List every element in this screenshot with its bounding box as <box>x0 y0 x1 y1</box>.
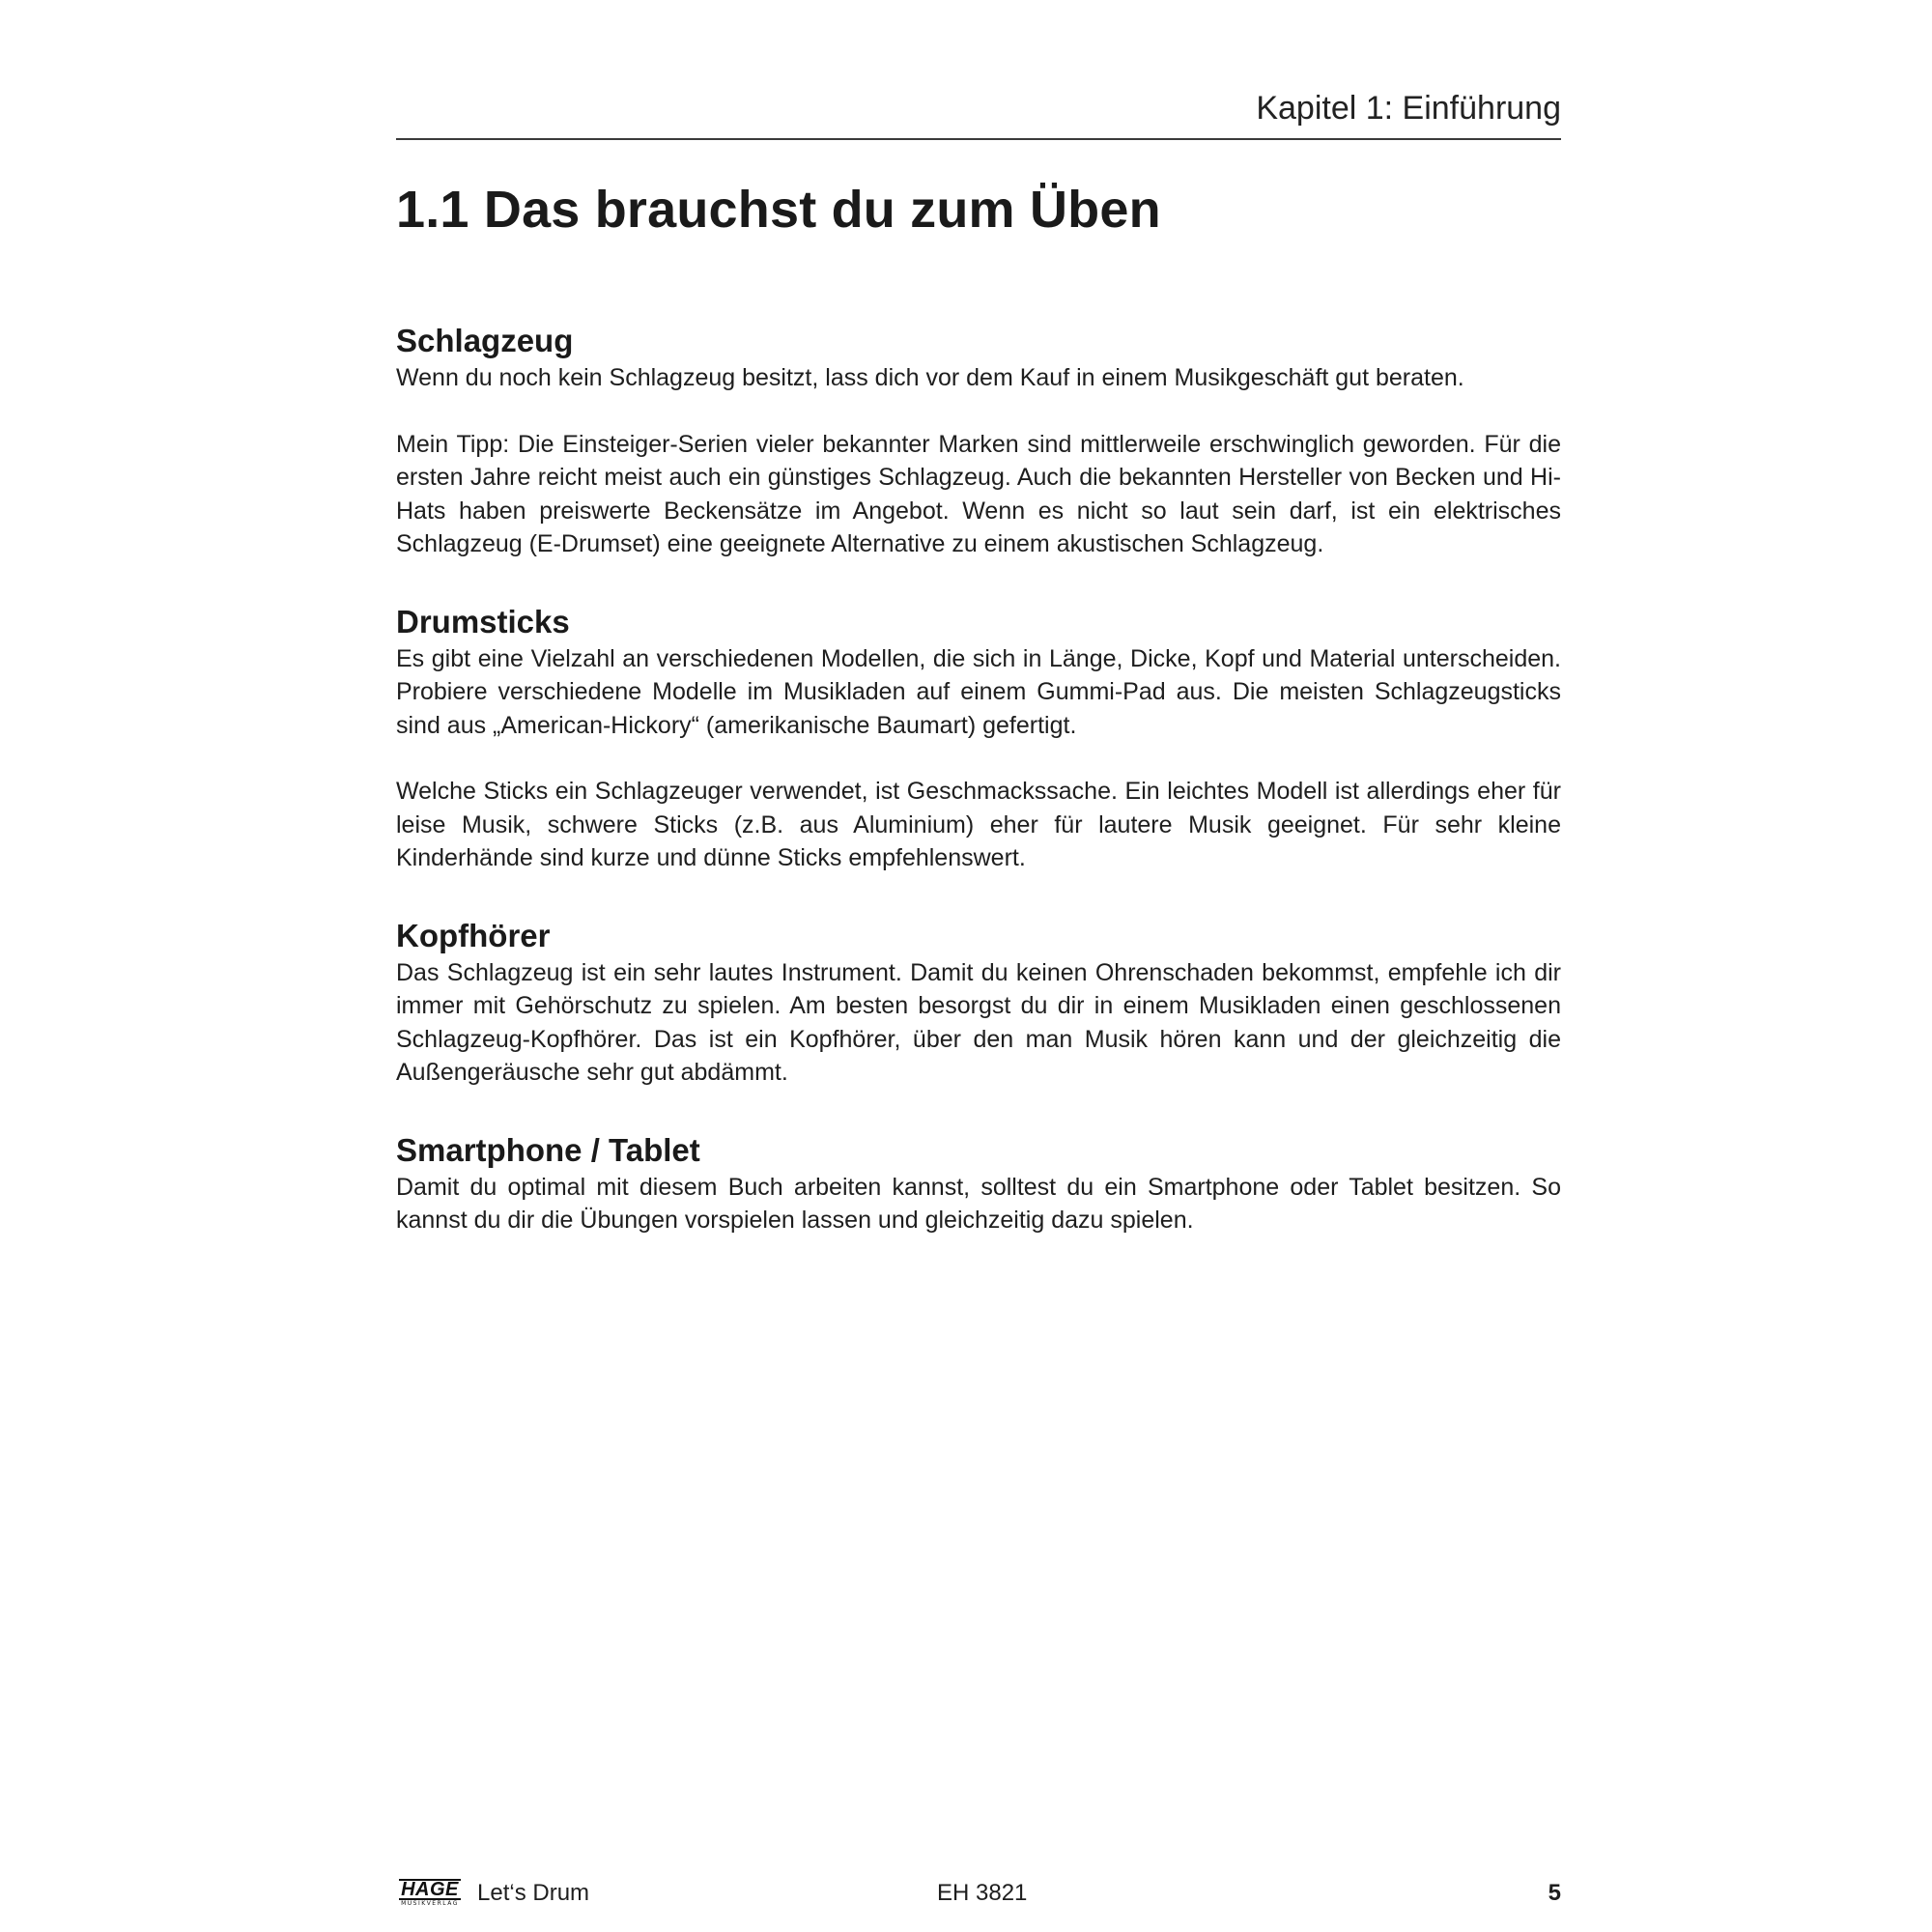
section-heading: Drumsticks <box>396 603 570 639</box>
header-rule <box>396 138 1561 140</box>
section-heading: Schlagzeug <box>396 323 574 358</box>
paragraph: Es gibt eine Vielzahl an verschiedenen Modellen, die sich in Länge, Dicke, Kopf und Material unterscheiden. Probiere verschiedene Modelle im Musikladen auf einem Gummi-Pad aus. Die meisten Schlagzeugsticks sind aus „American-Hickory“ (amerikanische Baumart) gefertigt. <box>396 644 1561 739</box>
paragraph: Wenn du noch kein Schlagzeug besitzt, lass dich vor dem Kauf in einem Musikgeschäft gut beraten. <box>396 364 1464 391</box>
footer-edition-code: EH 3821 <box>937 1880 1028 1906</box>
paragraph: Welche Sticks ein Schlagzeuger verwendet, ist Geschmackssache. Ein leichtes Modell ist allerdings eher für leise Musik, schwere Sticks (z.B. aus Aluminium) eher für lautere Musik geeignet. Für sehr kleine Kinderhände sind kurze und dünne Sticks empfehlenswert. <box>396 778 1561 871</box>
section-heading: Kopfhörer <box>396 917 551 953</box>
logo-subtext: MUSIKVERLAG <box>401 1900 459 1907</box>
content-body <box>396 321 1561 1278</box>
paragraph: Mein Tipp: Die Einsteiger-Serien vieler bekannter Marken sind mittlerweile erschwinglich geworden. Für die ersten Jahre reicht meist auch ein günstiges Schlagzeug. Auch die bekannten Hersteller von Becken und Hi-Hats haben preiswerte Beckensätze im Angebot. Wenn es nicht so laut sein darf, ist ein elektrisches Schlagzeug (E-Drumset) eine geeignete Alternative zu einem akustischen Schlagzeug. <box>396 430 1561 557</box>
page-title: 1.1 Das brauchst du zum Üben <box>396 181 1161 239</box>
paragraph: Damit du optimal mit diesem Buch arbeiten kannst, solltest du ein Smartphone oder Tablet besitzen. So kannst du dir die Übungen vorspielen lassen und gleichzeitig dazu spielen. <box>396 1173 1561 1234</box>
footer-book-title: Let‘s Drum <box>477 1880 590 1906</box>
page-number: 5 <box>1548 1880 1561 1906</box>
page-footer <box>396 1877 1561 1916</box>
section-heading: Smartphone / Tablet <box>396 1131 700 1168</box>
section-schlagzeug <box>396 321 1561 561</box>
logo-text: HAGE <box>401 1879 459 1900</box>
section-smartphone-tablet <box>396 1130 1561 1237</box>
running-header-chapter: Kapitel 1: Einführung <box>1256 90 1561 127</box>
publisher-logo <box>396 1879 464 1912</box>
section-drumsticks <box>396 602 1561 875</box>
document-page <box>396 0 1561 1932</box>
section-kopfhoerer <box>396 916 1561 1090</box>
paragraph: Das Schlagzeug ist ein sehr lautes Instrument. Damit du keinen Ohrenschaden bekommst, empfehle ich dir immer mit Gehörschutz zu spielen. Am besten besorgst du dir in einem Musikladen einen geschlossenen Schlagzeug-Kopfhörer. Das ist ein Kopfhörer, über den man Musik hören kann und der gleichzeitig die Außengeräusche sehr gut abdämmt. <box>396 958 1561 1086</box>
